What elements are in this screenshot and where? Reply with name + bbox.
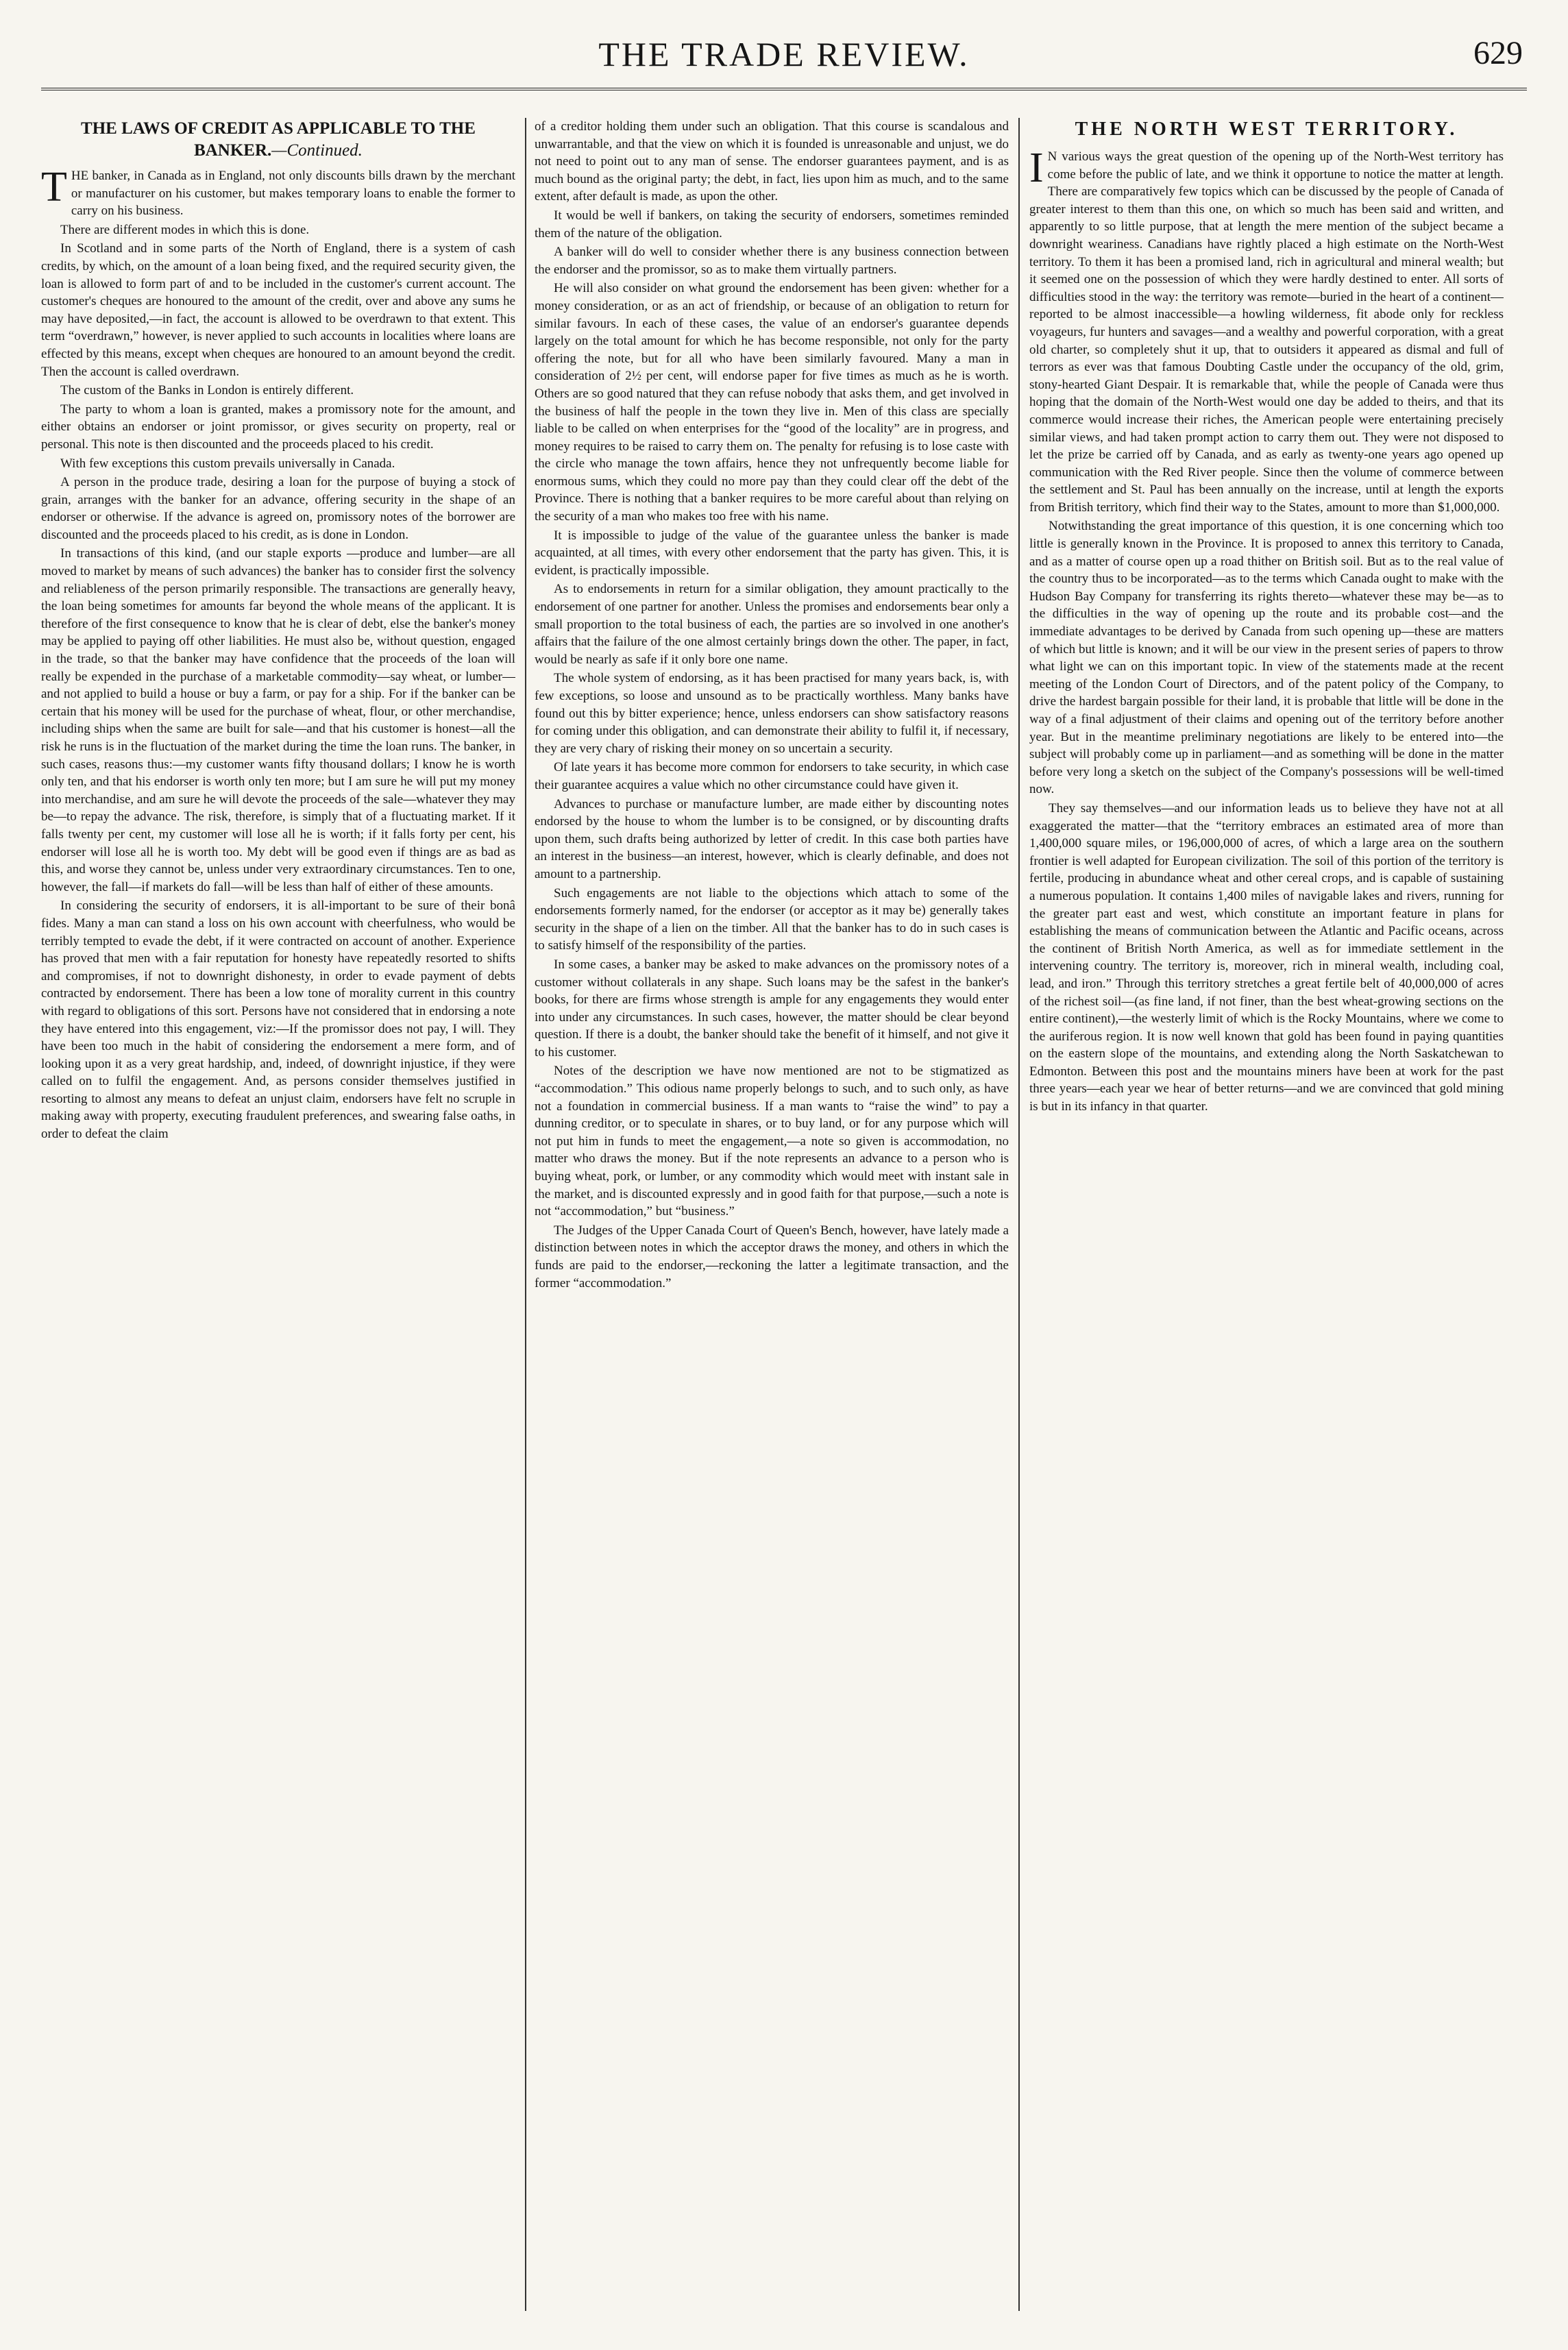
article-paragraph: The custom of the Banks in London is entirely different.: [60, 383, 354, 398]
article-paragraph: [1029, 145, 1504, 516]
article-paragraph: of a creditor holding them under such an obligation. That this course is scandalous and unwarrantable, and that the view on which it is founded is unreasonable and unjust, we do not need to point out to any man of sense. The endorser guarantees payment, and is as much bound as the original party; the debt, in fact, lies upon him as much, and to the same extent, after default is made, as upon the other.: [535, 119, 1009, 204]
page-number: 629: [1473, 35, 1523, 71]
article-paragraph: The party to whom a loan is granted, makes a promissory note for the amount, and either obtains an endorser or joint promissor, or gives security on property, real or personal. This note is then discounted and the proceeds placed to his credit.: [41, 402, 515, 452]
article-paragraph: [41, 164, 515, 220]
drop-cap: I: [1029, 145, 1044, 191]
article-paragraph: Advances to purchase or manufacture lumber, are made either by discounting notes endorsed by the house to whom the lumber is to be consigned, or by discounting drafts upon them, such drafts being authorized by letter of credit. In this case both parties have an interest in the business—an interest, however, which is clearly definable, and does not amount to a partnership.: [535, 796, 1009, 881]
article-paragraph: The whole system of endorsing, as it has been practised for many years back, is, with few exceptions, so loose and unsound as to be practically worthless. Many banks have found out this by bitter experience; hence, unless endorsers can show satisfactory reasons for coming under this obligation, and can demonstrate their ability to fulfil it, if necessary, they are very chary of risking their money on so uncertain a security.: [535, 671, 1009, 756]
article-paragraph: As to endorsements in return for a similar obligation, they amount practically to the endorsement of one partner for another. Unless the promises and endorsements bear only a small proportion to the total business of each, the parties are so involved in one another's affairs that the failure of the one almost certainly brings down the other. The paper, in fact, would be nearly as safe if it only bore one name.: [535, 582, 1009, 667]
paragraph-text: HE banker, in Canada as in England, not only discounts bills drawn by the merchant or manufacturer on his customer, but makes temporary loans to enable the former to carry on his business.: [71, 169, 515, 219]
article-paragraph: Of late years it has become more common for endorsers to take security, in which case their guarantee acquires a value which no other circumstance could have given it.: [535, 760, 1009, 792]
column-2: [535, 118, 1009, 2325]
masthead-title: THE TRADE REVIEW.: [598, 35, 970, 73]
article-paragraph: Notes of the description we have now mentioned are not to be stigmatized as “accommodation.” This odious name properly belongs to such, and to such only, as have not a foundation in commercial business. If a man wants to “raise the wind” to pay a dunning creditor, or to speculate in shares, or to buy land, or for any purpose which will not put him in funds to meet the engagement,—a note so given is accommodation, no matter who draws the money. But if the note represents an advance to a person who is buying wheat, pork, or lumber, or any commodity which would meet with instant sale in the market, and is discounted expressly and in good faith for that purpose,—such a note is not “accommodation,” but “business.”: [535, 1064, 1009, 1219]
article-paragraph: It would be well if bankers, on taking the security of endorsers, sometimes reminded them of the nature of the obligation.: [535, 208, 1009, 241]
article-paragraph: It is impossible to judge of the value of the guarantee unless the banker is made acquainted, at all times, with every other endorsement that the party has given. This, it is evident, is practically impossible.: [535, 528, 1009, 578]
article-paragraph: In transactions of this kind, (and our staple exports —produce and lumber—are all moved to market by means of such advances) the banker has to consider first the solvency and reliableness of the person primarily responsible. The transactions are generally heavy, the loan being sometimes for amounts far beyond the whole means of the applicant. It is therefore of the first consequence to know that he is clear of debt, else the banker's money may be applied to paying off other liabilities. He must also be, without question, engaged in the trade, so that the banker may have confidence that the proceeds of the loan will really be expended in the purchase of a marketable commodity—say wheat, or lumber—and not applied to build a house or buy a farm, or pay for a ship. For if the banker can be certain that his money will be used for the purchase of wheat, flour, or other merchandise, including ships when the same are built for sale—and that his customer is honest—all the risk he runs is in the fluctuation of the market during the time the loan runs. The banker, in such cases, reasons thus:—my customer wants fifty thousand dollars; I know he is worth only ten, and that his endorser is worth only ten more; but I am sure he will put my money into merchandise, and am sure he will devote the proceeds of the sale—whatever they may be—to repay the advance. The risk, therefore, is simply that of a fluctuating market. If it falls twenty per cent, my customer will lose all he is worth; if it falls forty per cent, his endorser will lose all he is worth too. My debt will be good even if things are as bad as this, and worse they cannot be, unless under very extraordinary circumstances. Ten to one, however, the fall—if markets do fall—will be less than half of either of these amounts.: [41, 546, 515, 894]
article-paragraph: In considering the security of endorsers, it is all-important to be sure of their bonâ fides. Many a man can stand a loss on his own account with cheerfulness, who would be terribly tempted to evade the debt, if it were contracted on account of another. Experience has proved that men with a fair reputation for honesty have repeatedly resorted to shifts and compromises, if not to downright dishonesty, in order to evade payment of debts contracted by endorsement. There has been a low tone of morality current in this country with regard to obligations of this sort. Persons have not considered that in endorsing a note they have entered into this engagement, viz:—If the promissor does not pay, I will. They have been too much in the habit of considering the endorsement a mere form, and of looking upon it as a very great hardship, and, indeed, of downright injustice, if they were called on to fulfil the engagement. And, as persons consider themselves justified in resorting to almost any means to defeat an unjust claim, endorsers have felt no scruple in making away with property, executing fraudulent preferences, and swearing false oaths, in order to defeat the claim: [41, 898, 515, 1142]
column-divider: [1018, 118, 1020, 2311]
column-1: [41, 118, 515, 2325]
article-paragraph: A banker will do well to consider whether there is any business connection between the endorser and the promissor, so as to make them virtually partners.: [535, 245, 1009, 277]
article-heading: THE NORTH WEST TERRITORY.: [1075, 119, 1458, 140]
article-heading-text: THE LAWS OF CREDIT AS APPLICABLE TO THE BANKER.: [81, 119, 476, 160]
page-header: [41, 19, 1527, 90]
continued-label: —Continued.: [271, 141, 363, 160]
article-paragraph: In some cases, a banker may be asked to make advances on the promissory notes of a customer without collaterals in any shape. Such loans may be the safest in the banker's books, for there are firms whose strength is ample for any engagements they would enter into under any circumstances. In such cases, however, the matter should be clear beyond question. If there is a doubt, the banker should take the benefit of it himself, and not give it to his customer.: [535, 957, 1009, 1060]
article-heading: [41, 118, 515, 162]
column-divider: [525, 118, 526, 2311]
column-3: [1029, 118, 1504, 2325]
paragraph-text: N various ways the great question of the opening up of the North-West territory has come before the public of late, and we think it opportune to notice the matter at length. There are comparatively few topics which can be discussed by the people of Canada of greater interest to them than this one, on which so much has been said and written, and apparently to so little purpose, that at length the mere mention of the subject became a downright weariness. Canadians have rightly placed a high estimate on the North-West territory. To them it has been a promised land, rich in agricultural and mineral wealth; but it seemed one on the possession of which they were hardly destined to enter. All sorts of difficulties stood in the way: the territory was remote—buried in the heart of a continent—reported to be almost inaccessible—a howling wilderness, fit abode only for reckless voyageurs, fur hunters and savages—and a wealthy and powerful corporation, with a great old charter, so completely shut it up, that to outsiders it appeared as dismal and full of terrors as ever was that famous Doubting Castle under the occupancy of the old, grim, stony-hearted Giant Despair. It is remarkable that, while the people of Canada were thus hoping that the domain of the North-West would one day be added to theirs, and that its commerce would increase their riches, the American people were entertaining precisely similar views, and had taken prompt action to carry them out. They were not disposed to let the prize be carried off by Canada, and as early as twenty-one years ago opened up communication with the Red River people. Since then the volume of commerce between the settlement and St. Paul has been annually on the increase, until at length the exports from British territory, which find their way to the States, amount to more than $1,000,000.: [1029, 149, 1504, 515]
article-paragraph: They say themselves—and our information leads us to believe they have not at all exaggerated the matter—that the “territory embraces an estimated area of more than 1,400,000 square miles, or 196,000,000 of acres, of which a large area on the southern frontier is well adapted for European civilization. The soil of this portion of the territory is fertile, producing in abundance wheat and other cereal crops, and is capable of sustaining a numerous population. It contains 1,400 miles of navigable lakes and rivers, running for the greater part east and west, which constitute an important feature in plans for establishing the means of communication between the Atlantic and Pacific oceans, across the continent of British North America, as well as for immediate settlement in the intervening country. The territory is, moreover, rich in mineral wealth, including coal, lead, and iron.” Through this territory stretches a great fertile belt of 40,000,000 of acres of the richest soil—(as fine land, if not finer, than the best wheat-growing sections on the entire continent),—the westerly limit of which is the Rocky Mountains, where we come to the auriferous region. It is now well known that gold has been found in paying quantities on the eastern slope of the mountains, and extending along the North Saskatchewan to Edmonton. Between this post and the mountains miners have been at work for the past three years—each year we hear of better returns—and we are convinced that gold mining is but in its infancy in that quarter.: [1029, 800, 1504, 1114]
article-paragraph: The Judges of the Upper Canada Court of Queen's Bench, however, have lately made a distinction between notes in which the acceptor draws the money, and others in which the funds are paid to the endorser,—reckoning the latter a legitimate transaction, and the former “accommodation.”: [535, 1223, 1009, 1290]
article-paragraph: There are different modes in which this is done.: [60, 222, 310, 237]
article-paragraph: A person in the produce trade, desiring a loan for the purpose of buying a stock of grain, arranges with the banker for an advance, offering security in the shape of an endorser or otherwise. If the advance is agreed on, promissory notes of the borrower are discounted and the proceeds placed to his credit, as is done in London.: [41, 475, 515, 542]
drop-cap: T: [41, 164, 67, 210]
article-paragraph: Such engagements are not liable to the objections which attach to some of the endorsements formerly named, for the endorser (or acceptor as it may be) generally takes security in the shape of a lien on the timber. All that the banker has to do in such cases is to satisfy himself of the responsibility of the parties.: [535, 885, 1009, 953]
article-paragraph: With few exceptions this custom prevails universally in Canada.: [60, 456, 395, 471]
article-paragraph: Notwithstanding the great importance of this question, it is one concerning which too little is generally known in the Province. It is proposed to annex this territory to Canada, and as a matter of course open up a road thither on British soil. But as to the real value of the country thus to be incorporated—as to the terms which Canada ought to make with the Hudson Bay Company for transferring its rights thereto—whatever these may be—as to the difficulties in the way of opening up the route and its probable cost—and the immediate advantages to be derived by Canada from such opening up—these are matters of which but little is known; and it will be our view in the present series of papers to throw what light we can on this important topic. In view of the statements made at the recent meeting of the London Court of Directors, and of the patent policy of the Company, to drive the hardest bargain possible for their land, it is probable that little will be done in the way of a final adjustment of their claims and opening out of the territory before another year. But in the meantime preliminary negotiations are likely to be entered into—the subject will probably come up in parliament—and as something will be done in the matter before very long a sketch on the subject of the Company's possessions will be well-timed now.: [1029, 519, 1504, 797]
article-paragraph: In Scotland and in some parts of the North of England, there is a system of cash credits, by which, on the amount of a loan being fixed, and the required security given, the loan is allowed to form part of and to be included in the customer's current account. The customer's cheques are honoured to the amount of the credit, over and above any sums he may have deposited,—in fact, the account is allowed to be overdrawn to that extent. This term “overdrawn,” however, is never applied to such accounts in localities where loans are effected by this means, except when cheques are honoured to an amount beyond the credit. Then the account is called overdrawn.: [41, 241, 515, 379]
article-paragraph: He will also consider on what ground the endorsement has been given: whether for a money consideration, or as an act of friendship, or because of an obligation to return for similar favours. In each of these cases, the value of an endorser's guarantee depends largely on the total amount for which he has become responsible, not only for the party offering the note, but for all who have been similarly favoured. Many a man in consideration of 2½ per cent, will endorse paper for five times as much as he is worth. Others are so good natured that they can refuse nobody that asks them, and get involved in the business of half the people in the town they live in. Men of this class are specially liable to be called on when enterprises for the “good of the locality” are in progress, and money requires to be raised to carry them on. The penalty for refusing is to lose caste with the circle who manage the town affairs, hence they not unfrequently become liable for enormous sums, which they could no more pay than they could clear off the debt of the Province. There is nothing that a banker requires to be more careful about than relying on the security of a man who makes too free with his name.: [535, 281, 1009, 524]
